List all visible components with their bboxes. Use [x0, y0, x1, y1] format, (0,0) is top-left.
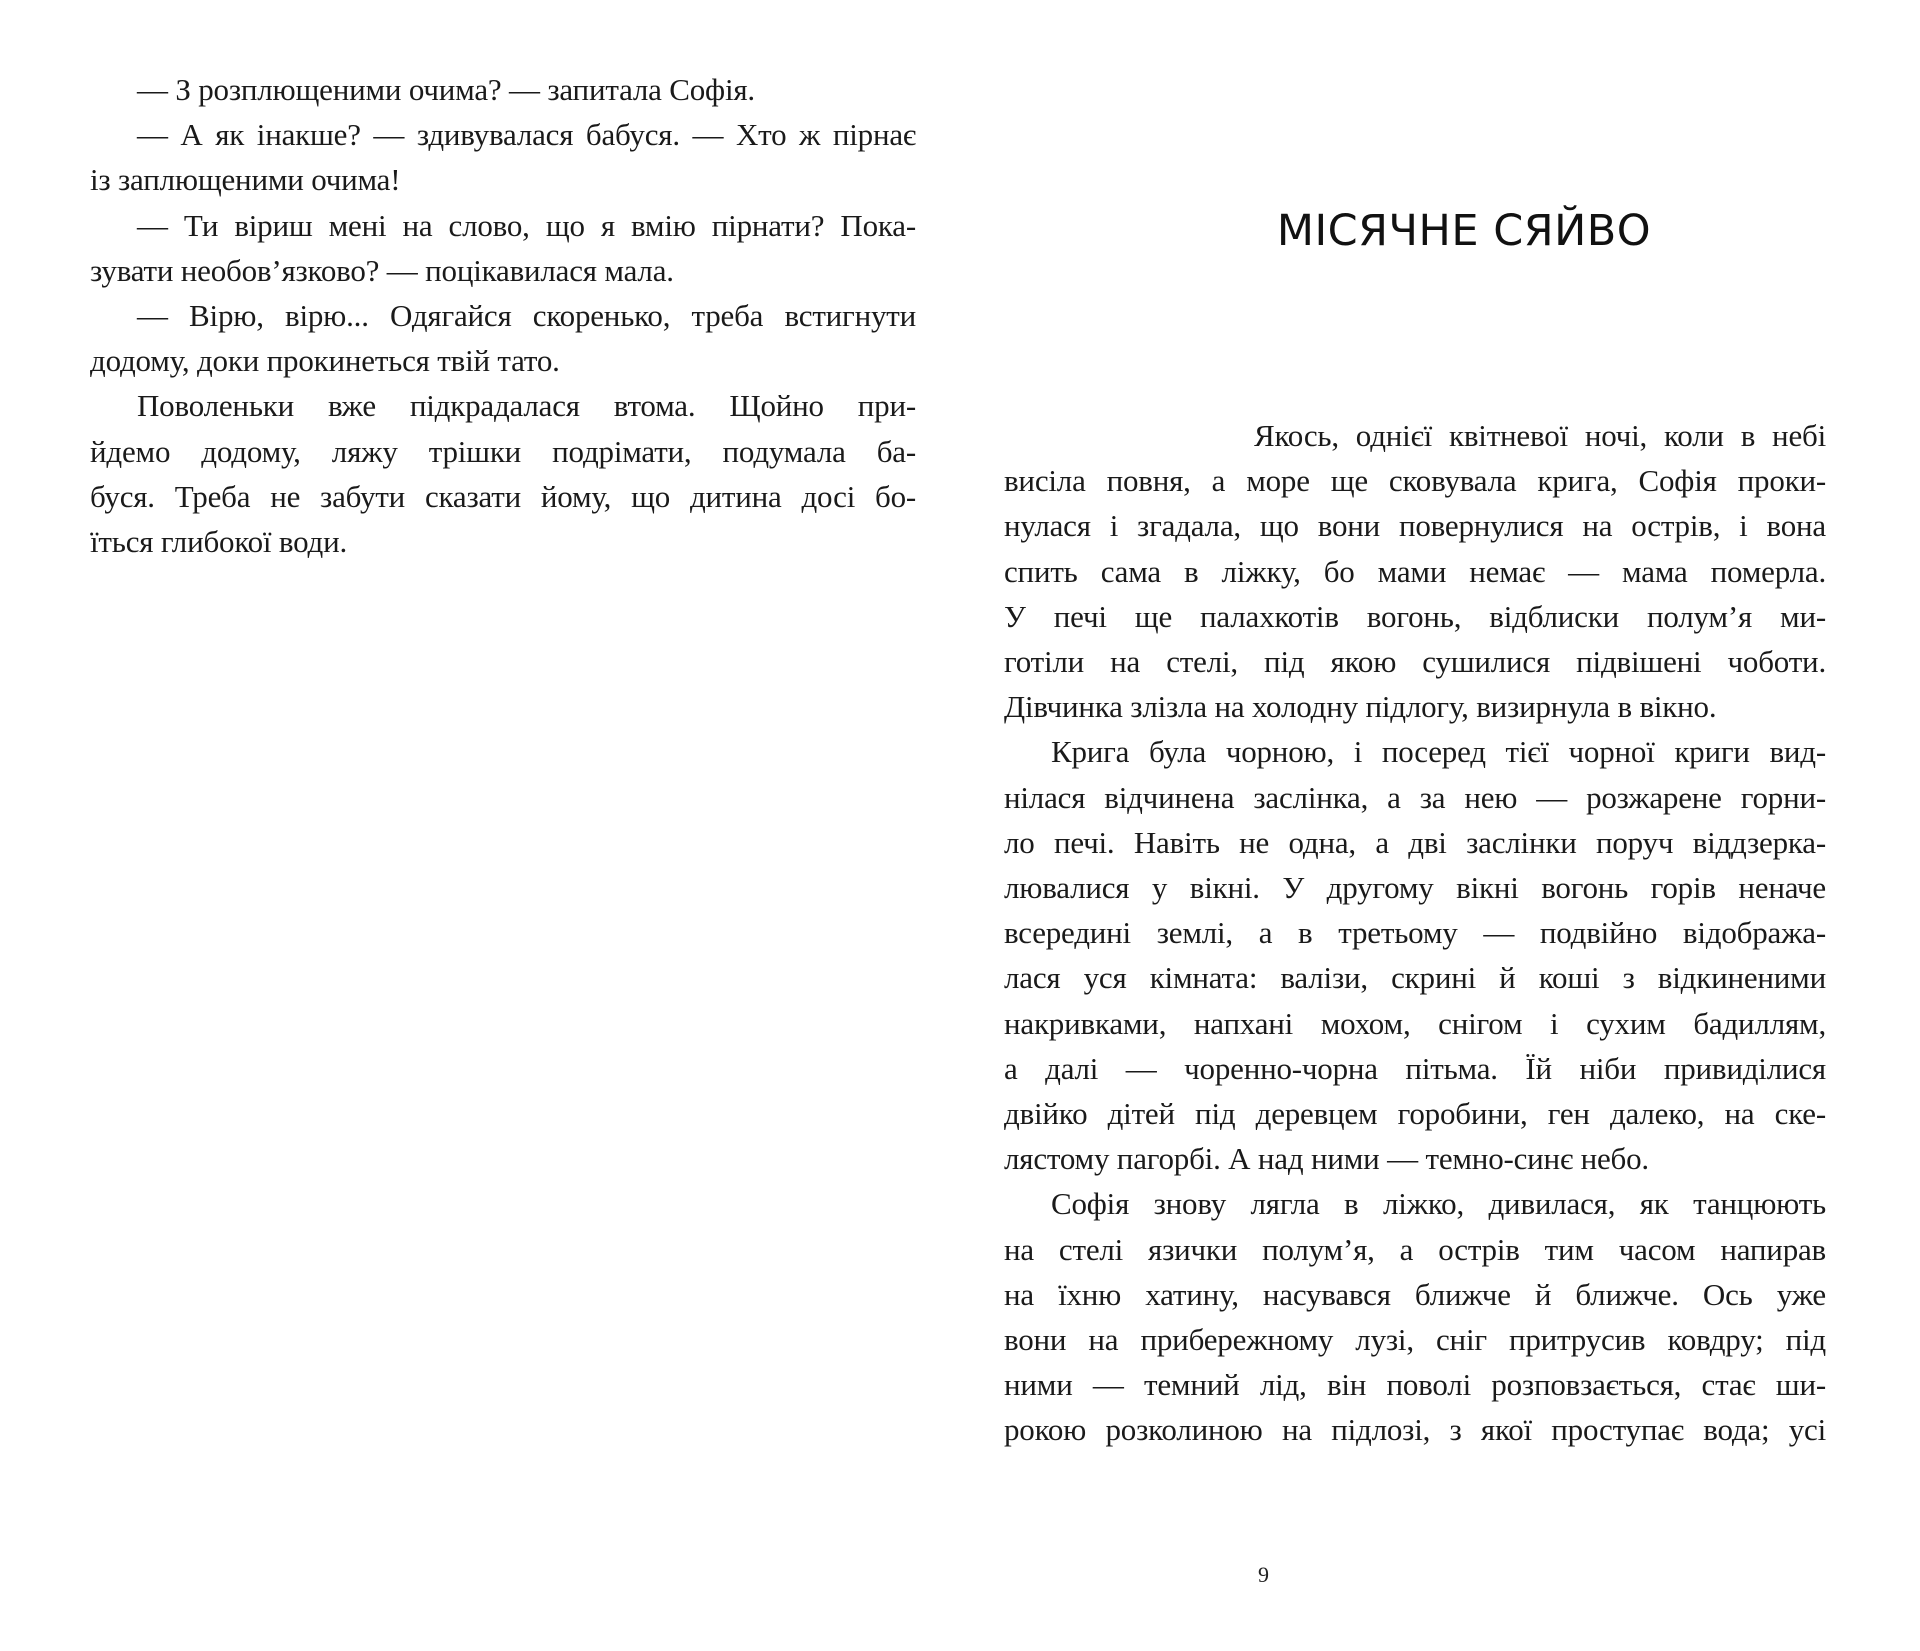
text-line: нілася відчинена заслінка, а за нею — розжарене горни- [1004, 779, 1826, 815]
text-line: Софія знову лягла в ліжко, дивилася, як танцюють [1051, 1186, 1826, 1222]
text-line: ло печі. Навіть не одна, а дві заслінки поруч віддзерка- [1004, 824, 1826, 860]
text-line: додому, доки прокинеться твій тато. [90, 343, 560, 379]
text-line: — А як інакше? — здивувалася бабуся. — Хто ж пірнає [137, 117, 916, 153]
text-line: нулася і згадала, що вони повернулися на острів, і вона [1004, 508, 1826, 544]
text-line: із заплющеними очима! [90, 162, 401, 198]
text-line: двійко дітей під деревцем горобини, ген далеко, на ске- [1004, 1096, 1826, 1132]
text-line: йдемо додому, ляжу трішки подрімати, подумала ба- [90, 433, 916, 469]
text-line: У печі ще палахкотів вогонь, відблиски полум’я ми- [1004, 598, 1826, 634]
text-line: на їхню хатину, насувався ближче й ближче. Ось уже [1004, 1276, 1826, 1312]
left-page-text [90, 67, 916, 564]
right-page-text [1004, 413, 1826, 1453]
text-line: Якось, однієї квітневої ночі, коли в небі [1254, 418, 1826, 453]
text-line: ними — темний лід, він поволі розповзається, стає ши- [1004, 1367, 1826, 1403]
text-line: Дівчинка злізла на холодну підлогу, визирнула в вікно. [1004, 689, 1717, 725]
text-line: лястому пагорбі. А над ними — темно-синє небо. [1004, 1141, 1649, 1177]
text-line: вони на прибережному лузі, сніг притрусив ковдру; під [1004, 1322, 1826, 1358]
text-line: Крига була чорною, і посеред тієї чорної криги вид- [1051, 734, 1826, 770]
text-line: лася уся кімната: валізи, скрині й коші з відкиненими [1004, 960, 1826, 996]
text-line: всередині землі, а в третьому — подвійно відобража- [1004, 915, 1826, 951]
text-line: — Ти віриш мені на слово, що я вмію пірнати? Пока- [137, 207, 916, 243]
text-line: накривками, напхані мохом, снігом і сухим бадиллям, [1004, 1005, 1826, 1041]
text-line: буся. Треба не забути сказати йому, що дитина досі бо- [90, 478, 916, 514]
text-line: Поволеньки вже підкрадалася втома. Щойно при- [137, 388, 916, 424]
text-line: висіла повня, а море ще сковувала крига, Софія проки- [1004, 463, 1826, 499]
text-line: а далі — чоренно-чорна пітьма. Їй ніби привиділися [1004, 1050, 1826, 1086]
text-line: лювалися у вікні. У другому вікні вогонь горів неначе [1004, 870, 1826, 906]
right-page [960, 0, 1920, 1651]
chapter-title: МІСЯЧНЕ СЯЙВО [1276, 206, 1652, 256]
text-line: зувати необов’язково? — поцікавилася мала. [90, 252, 674, 288]
page-number: 9 [1258, 1562, 1269, 1587]
text-line: їться глибокої води. [90, 524, 348, 560]
text-line: на стелі язички полум’я, а острів тим часом напирав [1004, 1231, 1826, 1267]
text-line: — З розплющеними очима? — запитала Софія. [137, 72, 755, 107]
text-line: — Вірю, вірю... Одягайся скоренько, треба встигнути [137, 298, 916, 334]
text-line: рокою розколиною на підлозі, з якої проступає вода; усі [1004, 1412, 1826, 1448]
text-line: готіли на стелі, під якою сушилися підвішені чоботи. [1004, 644, 1826, 680]
text-line: спить сама в ліжку, бо мами немає — мама померла. [1004, 553, 1826, 589]
